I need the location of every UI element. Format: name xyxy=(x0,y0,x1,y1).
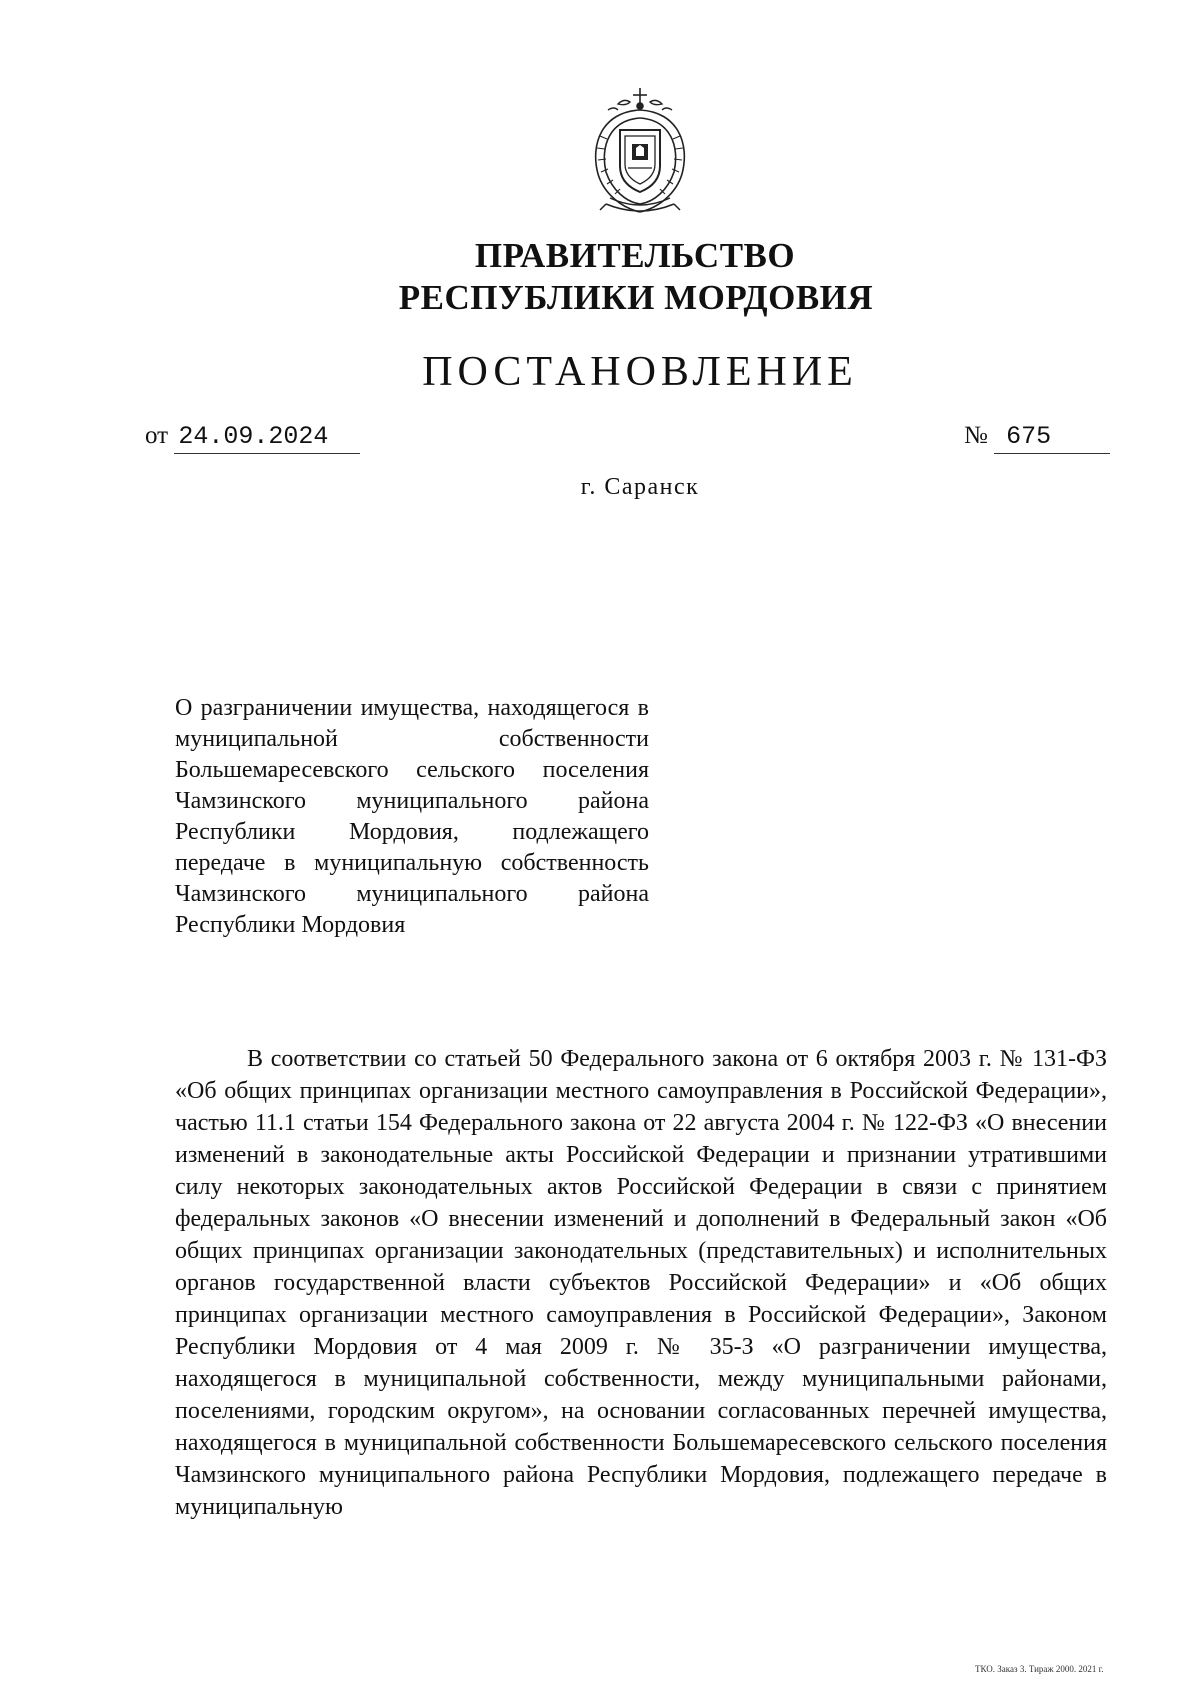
document-date: 24.09.2024 xyxy=(174,422,360,454)
number-field xyxy=(964,422,1110,454)
body-paragraph: В соответствии со статьей 50 Федерального закона от 6 октября 2003 г. № 131-ФЗ «Об общих принципах организации местного самоуправления в Российской Федерации», частью 11.1 статьи 154 Федерального закона от 22 августа 2004 г. № 122-ФЗ «О внесении изменений в законодательные акты Российской Федерации и признании утратившими силу некоторых законодательных актов Российской Федерации в связи с принятием федеральных законов «О внесении изменений и дополнений в Федеральный закон «Об общих принципах организации законодательных (представительных) и исполнительных органов государственной власти субъектов Российской Федерации» и «Об общих принципах организации местного самоуправления в Российской Федерации», Законом Республики Мордовия от 4 мая 2009 г. № 35-З «О разграничении имущества, находящегося в муниципальной собственности, между муниципальными районами, поселениями, городским округом», на основании согласованных перечней имущества, находящегося в муниципальной собственности Большемаресевского сельского поселения Чамзинского муниципального района Республики Мордовия, подлежащего передаче в муниципальную xyxy=(175,1046,1107,1520)
date-field xyxy=(145,422,360,454)
date-prefix: от xyxy=(145,422,169,449)
document-number: 675 xyxy=(994,422,1110,454)
document-subject: О разграничении имущества, находящегося в муниципальной собственности Большемаресевского сельского поселения Чамзинского муниципального района Республики Мордовия, подлежащего передаче в муниципальную собственность Чамзинского муниципального района Республики Мордовия xyxy=(175,695,649,938)
government-title-line1: ПРАВИТЕЛЬСТВО xyxy=(474,236,796,275)
city: г. Саранск xyxy=(580,474,700,500)
document-type: ПОСТАНОВЛЕНИЕ xyxy=(422,349,858,395)
print-footer-note: ТКО. Заказ 3. Тираж 2000. 2021 г. xyxy=(975,1664,1104,1674)
number-prefix: № xyxy=(964,422,988,449)
coat-of-arms-icon xyxy=(580,86,700,218)
government-title-line2: РЕСПУБЛИКИ МОРДОВИЯ xyxy=(398,278,874,317)
